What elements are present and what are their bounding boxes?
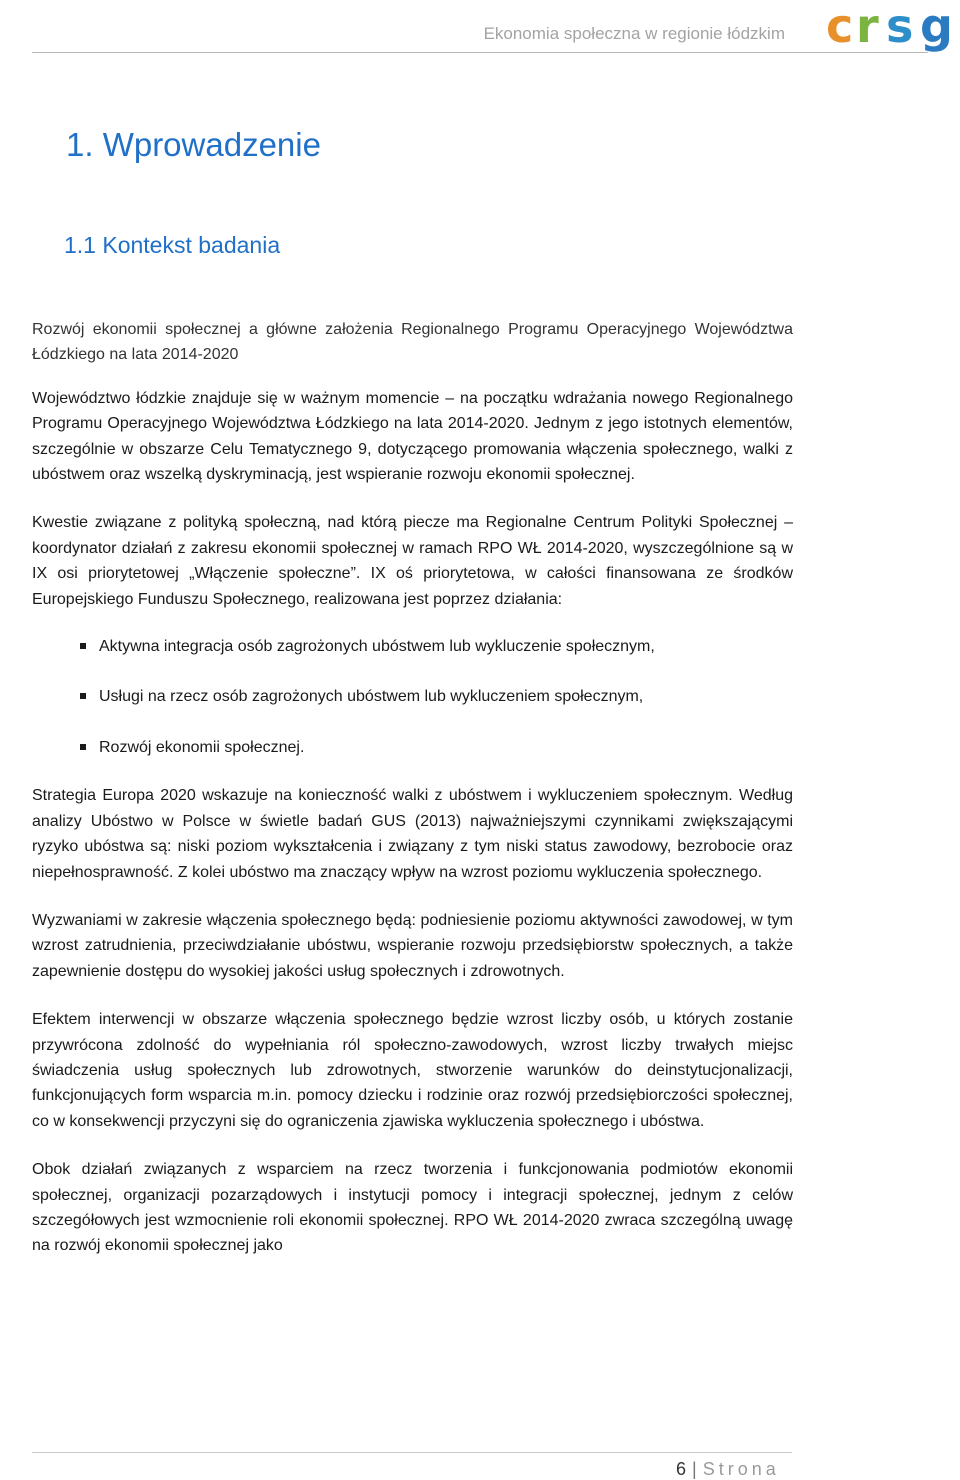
svg-text:s: s [886, 4, 914, 53]
paragraph-3: Strategia Europa 2020 wskazuje na konieczność walki z ubóstwem i wykluczeniem społecznym. Według analizy Ubóstwo w Polsce w świetle badań GUS (2013) najważniejszymi czynnikami zwiększającymi ryzyko ubóstwa są: niski poziom wykształcenia i związany z tym niski status zawodowy, bezrobocie oraz niepełnosprawność. Z kolei ubóstwo ma znaczący wpływ na wzrost poziomu wykluczenia społecznego. [32, 787, 793, 881]
list-item: Aktywna integracja osób zagrożonych ubóstwem lub wykluczenie społecznym, [32, 634, 793, 659]
paragraph-5: Efektem interwencji w obszarze włączenia społecznego będzie wzrost liczby osób, u których zostanie przywrócona zdolność do wypełniania ról społeczno-zawodowych, wzrost liczby trwałych miejsc świadczenia usług społecznych lub zdrowotnych, stworzenie warunków do deinstytucjonalizacji, funkcjonujących form wsparcia m.in. pomocy dziecku i rodzinie oraz rozwój przedsiębiorczości społecznej, co w konsekwencji przyczyni się do ograniczenia zjawiska wykluczenia społecznego i ubóstwa. [32, 1011, 793, 1130]
list-item: Usługi na rzecz osób zagrożonych ubóstwem lub wykluczeniem społecznym, [32, 684, 793, 709]
body-content [32, 317, 793, 1259]
paragraph-2: Kwestie związane z polityką społeczną, nad którą piecze ma Regionalne Centrum Polityki Społecznej – koordynator działań z zakresu ekonomii społecznej w ramach RPO WŁ 2014-2020, wyszczególnione są w IX osi priorytetowej „Włączenie społeczne”. IX oś priorytetowa, w całości finansowana ze środków Europejskiego Funduszu Społecznego, realizowana jest poprzez działania: [32, 514, 793, 608]
chapter-heading: 1. Wprowadzenie [66, 126, 321, 163]
subsection-heading: Rozwój ekonomii społecznej a główne założenia Regionalnego Programu Operacyjnego Województwa Łódzkiego na lata 2014-2020 [32, 321, 793, 364]
svg-text:c: c [826, 4, 854, 53]
footer-separator: | [692, 1459, 697, 1479]
svg-text:r: r [856, 4, 879, 53]
square-bullet-icon [80, 744, 86, 750]
paragraph-1: Województwo łódzkie znajduje się w ważnym momencie – na początku wdrażania nowego Regionalnego Programu Operacyjnego Województwa Łódzkiego na lata 2014-2020. Jednym z jego istotnych elementów, szczególnie w obszarze Celu Tematycznego 9, dotyczącego promowania włączenia społecznego, walki z ubóstwem oraz wszelką dyskryminacją, jest wspieranie rozwoju ekonomii społecznej. [32, 389, 793, 484]
square-bullet-icon [80, 693, 86, 699]
square-bullet-icon [80, 643, 86, 649]
page-footer [676, 1459, 780, 1480]
section-heading: 1.1 Kontekst badania [64, 232, 281, 258]
header-divider [32, 52, 928, 53]
paragraph-6: Obok działań związanych z wsparciem na rzecz tworzenia i funkcjonowania podmiotów ekonomii społecznej, organizacji pozarządowych i instytucji pomocy i integracji społecznej, jednym z celów szczegółowych jest wzmocnienie roli ekonomii społecznej. RPO WŁ 2014-2020 zwraca szczególną uwagę na rozwój ekonomii społecznej jako [32, 1161, 793, 1255]
page-word: Strona [702, 1459, 780, 1479]
footer-divider [32, 1452, 792, 1453]
paragraph-4: Wyzwaniami w zakresie włączenia społecznego będą: podniesienie poziomu aktywności zawodowej, w tym wzrost zatrudnienia, przeciwdziałanie ubóstwu, wspieranie rozwoju przedsiębiorstw społecznych, a także zapewnienie dostępu do wysokiej jakości usług społecznych i zdrowotnych. [32, 911, 793, 980]
action-list [32, 634, 793, 760]
document-running-header: Ekonomia społeczna w regionie łódzkim [483, 24, 785, 43]
svg-text:g: g [920, 4, 953, 53]
list-item: Rozwój ekonomii społecznej. [32, 735, 793, 760]
page-number: 6 [676, 1459, 687, 1479]
